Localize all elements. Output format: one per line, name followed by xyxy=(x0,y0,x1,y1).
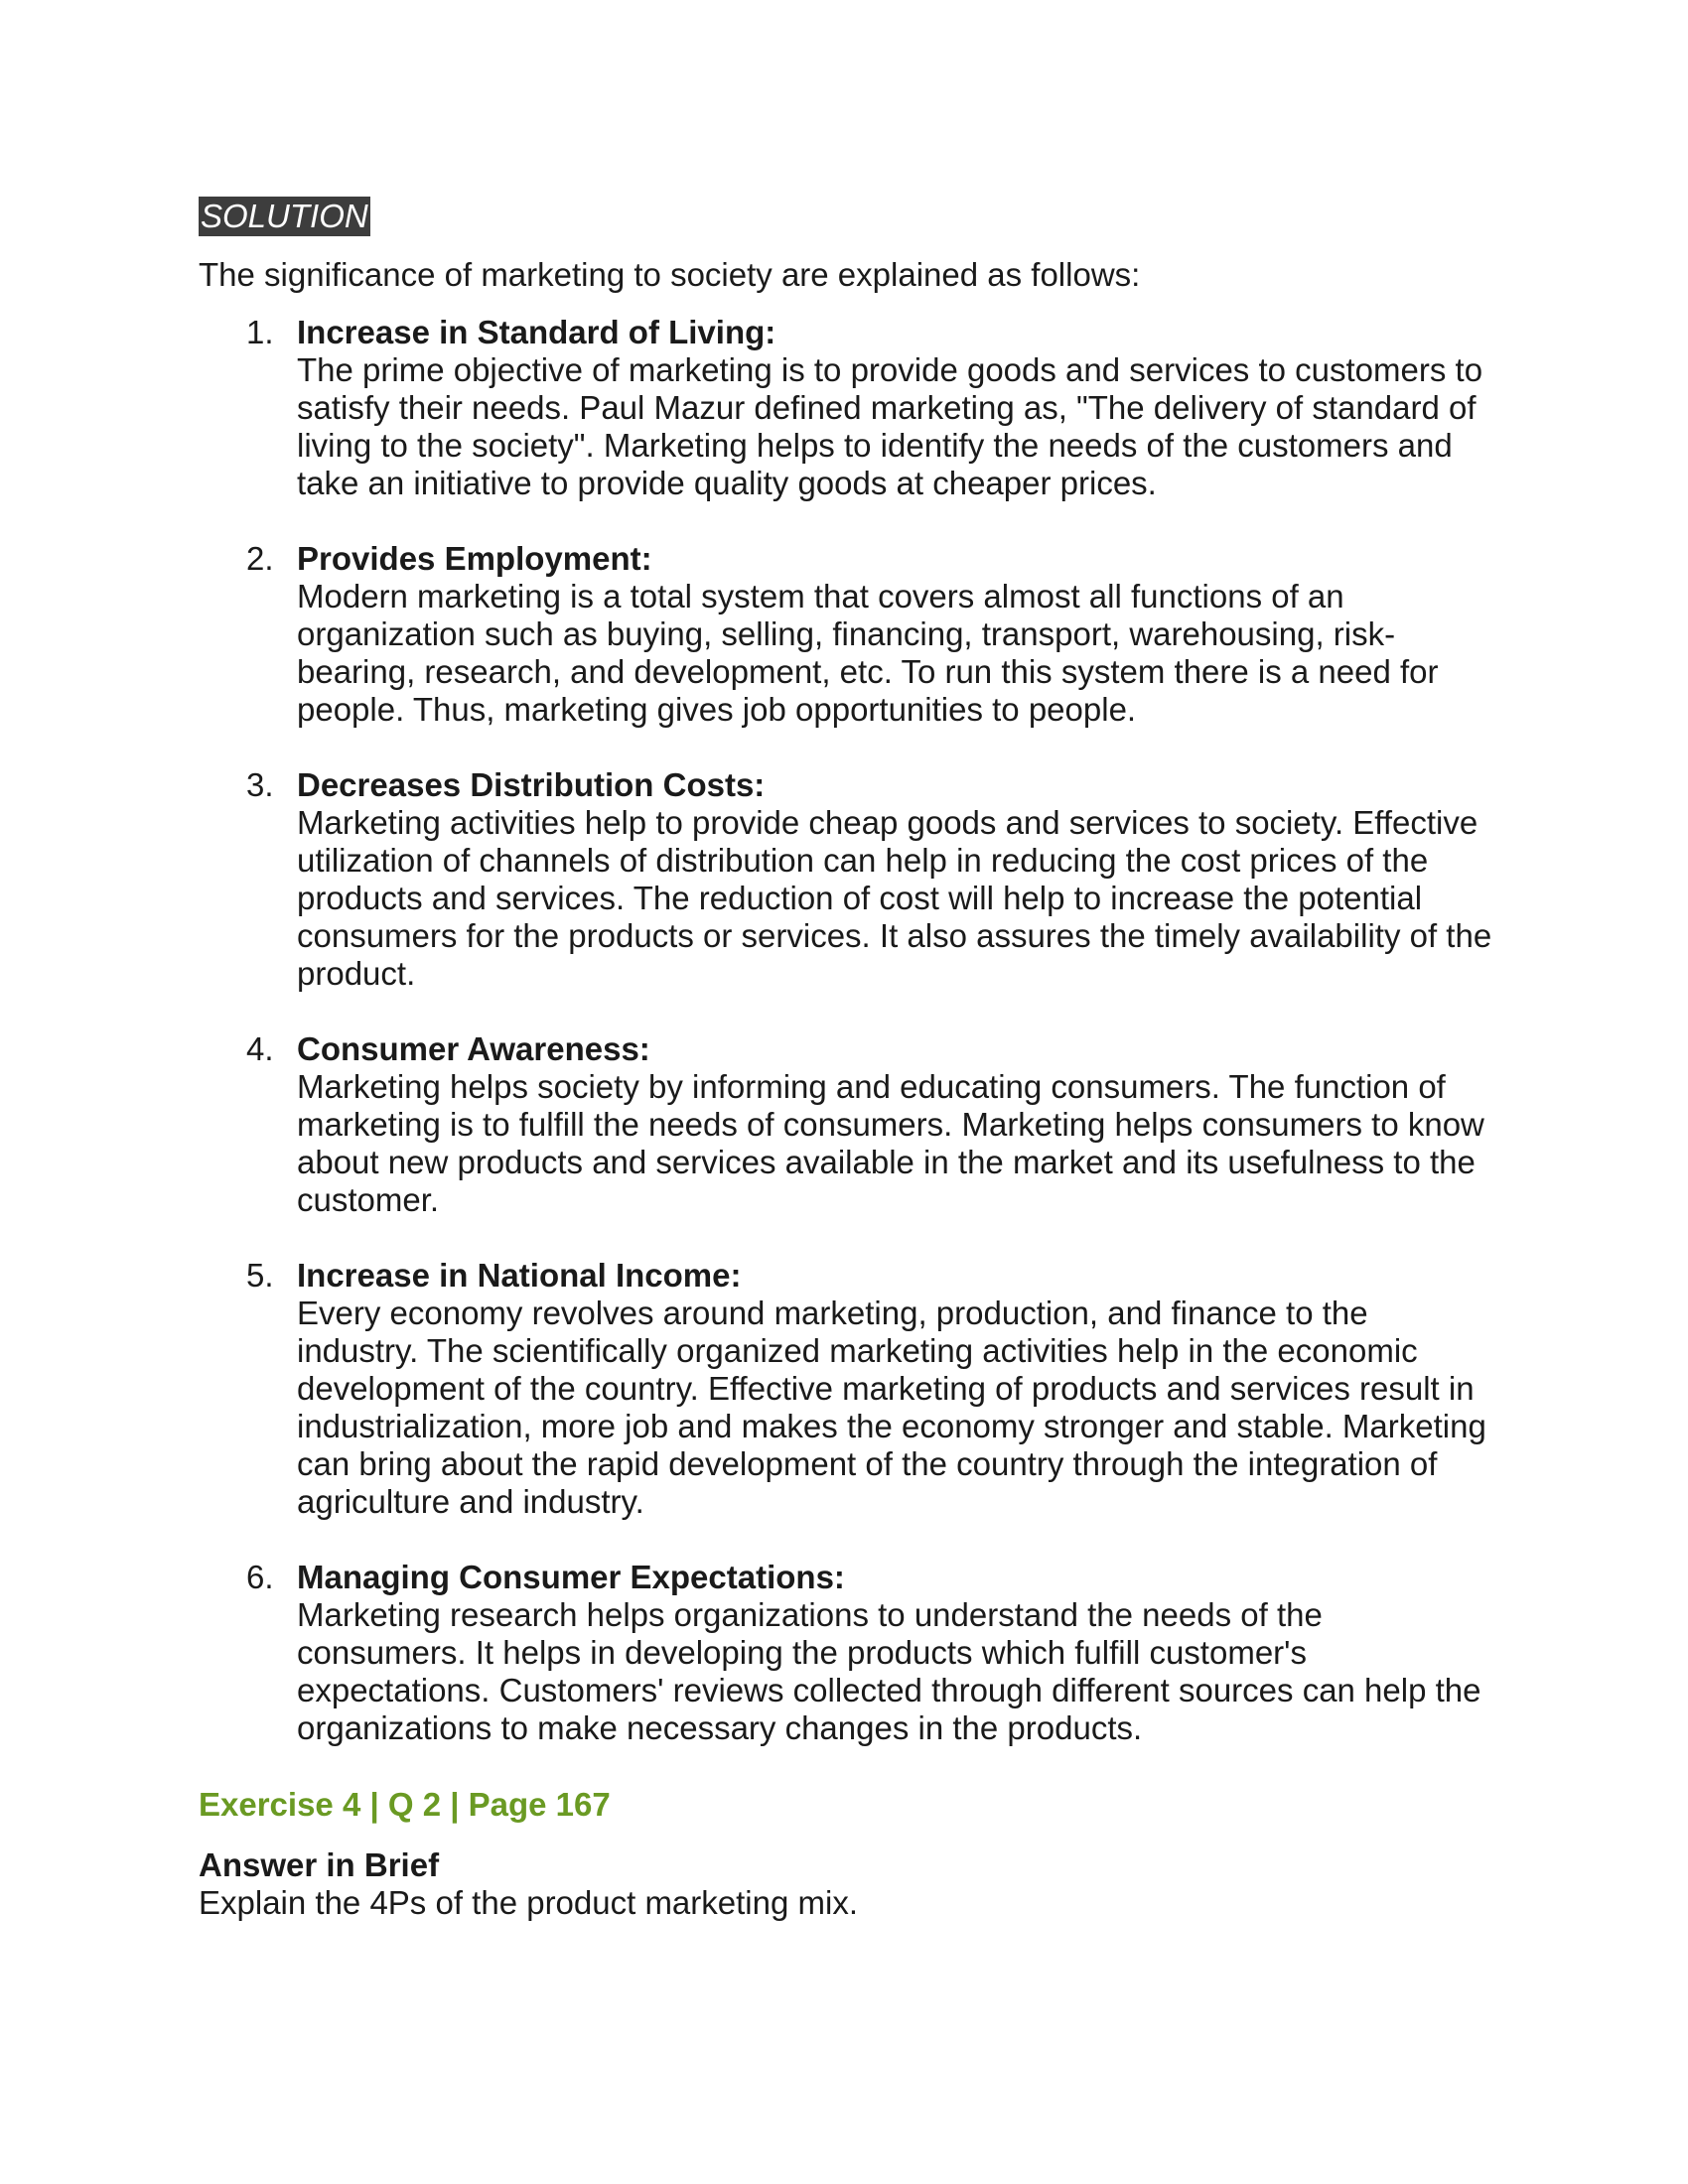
solution-label: SOLUTION xyxy=(201,198,368,234)
list-item-number: 2. xyxy=(246,540,274,577)
list-item-body: Marketing research helps organizations to understand the needs of the consumers. It helps in developing the products which fulfill customer's expectations. Customers' reviews collected through different sources can help the organizations to make necessary changes in the products. xyxy=(297,1596,1481,1746)
document-page xyxy=(199,197,1509,1922)
list-item-body: Every economy revolves around marketing, production, and finance to the industry. The scientifically organized marketing activities help in the economic development of the country. Effective marketing of products and services result in industrialization, more job and makes the economy stronger and stable. Marketing can bring about the rapid development of the country through the integration of agriculture and industry. xyxy=(297,1295,1486,1520)
answer-title: Answer in Brief xyxy=(199,1846,440,1883)
list-item-number: 4. xyxy=(246,1030,274,1067)
intro-text: The significance of marketing to society are explained as follows: xyxy=(199,256,1141,293)
list-item-number: 5. xyxy=(246,1257,274,1294)
list-item-heading: Consumer Awareness: xyxy=(297,1030,650,1067)
question-text: Explain the 4Ps of the product marketing mix. xyxy=(199,1884,858,1921)
exercise-heading: Exercise 4 | Q 2 | Page 167 xyxy=(199,1786,611,1823)
list-item xyxy=(199,314,1509,502)
list-item-body: Marketing helps society by informing and educating consumers. The function of marketing is to fulfill the needs of consumers. Marketing helps consumers to know about new products and services available in the market and its usefulness to the customer. xyxy=(297,1068,1484,1218)
list-item xyxy=(199,1257,1509,1521)
list-item-heading: Provides Employment: xyxy=(297,540,652,577)
list-item-number: 3. xyxy=(246,766,274,803)
list-item-number: 6. xyxy=(246,1559,274,1595)
list-item-body: Modern marketing is a total system that covers almost all functions of an organization such as buying, selling, financing, transport, warehousing, risk-bearing, research, and development, etc. To run this system there is a need for people. Thus, marketing gives job opportunities to people. xyxy=(297,578,1439,728)
list-item xyxy=(199,540,1509,729)
list-item-heading: Managing Consumer Expectations: xyxy=(297,1559,845,1595)
list-item-heading: Increase in Standard of Living: xyxy=(297,314,776,350)
significance-list xyxy=(199,314,1509,1747)
list-item-heading: Increase in National Income: xyxy=(297,1257,742,1294)
list-item-body: Marketing activities help to provide cheap goods and services to society. Effective utilization of channels of distribution can help in reducing the cost prices of the products and services. The reduction of cost will help to increase the potential consumers for the products or services. It also assures the timely availability of the product. xyxy=(297,804,1492,992)
list-item xyxy=(199,1030,1509,1219)
list-item xyxy=(199,766,1509,993)
list-item-body: The prime objective of marketing is to provide goods and services to customers to satisfy their needs. Paul Mazur defined marketing as, "The delivery of standard of living to the society". Marketing helps to identify the needs of the customers and take an initiative to provide quality goods at cheaper prices. xyxy=(297,351,1483,501)
list-item xyxy=(199,1559,1509,1747)
list-item-number: 1. xyxy=(246,314,274,350)
list-item-heading: Decreases Distribution Costs: xyxy=(297,766,766,803)
